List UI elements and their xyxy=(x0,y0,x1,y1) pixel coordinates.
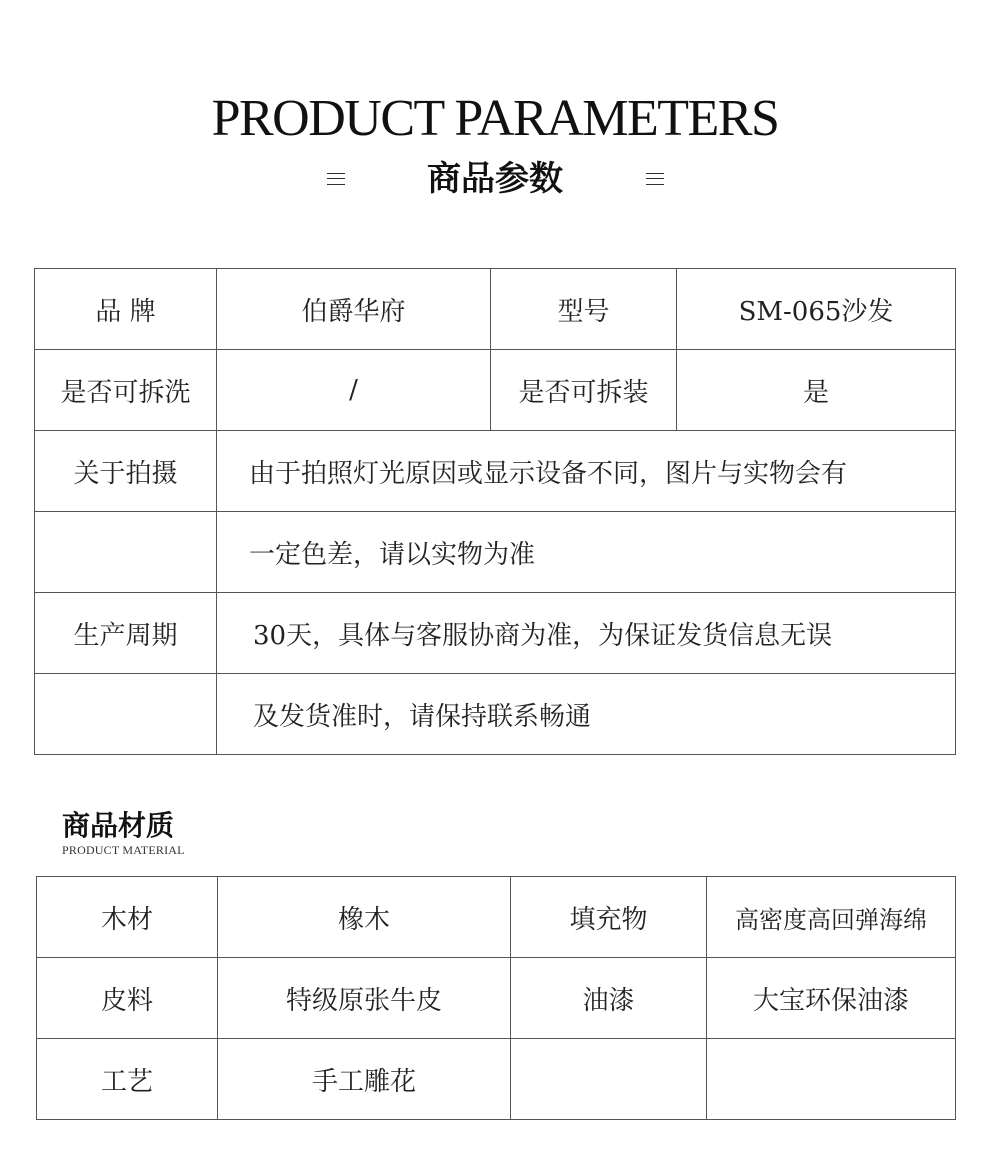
table-row xyxy=(35,674,956,755)
materials-table xyxy=(36,876,956,1120)
empty-cell xyxy=(35,674,217,755)
table-row xyxy=(35,431,956,512)
table-row xyxy=(37,1039,956,1120)
title-decoration-right xyxy=(646,173,664,185)
page-title-cn: 商品参数 xyxy=(427,159,563,199)
brand-value: 伯爵华府 xyxy=(217,269,491,350)
wood-label: 木材 xyxy=(37,877,218,958)
photo-note-line1: 由于拍照灯光原因或显示设备不同，图片与实物会有 xyxy=(217,431,956,512)
parameters-table xyxy=(34,268,956,755)
detachable-value: 是 xyxy=(677,350,956,431)
leather-value: 特级原张牛皮 xyxy=(218,958,511,1039)
empty-cell xyxy=(707,1039,956,1120)
page-title-en: PRODUCT PARAMETERS xyxy=(211,90,779,147)
table-row xyxy=(35,350,956,431)
craft-label: 工艺 xyxy=(37,1039,218,1120)
cycle-label: 生产周期 xyxy=(35,593,217,674)
paint-label: 油漆 xyxy=(511,958,707,1039)
model-value: SM-065沙发 xyxy=(677,269,956,350)
detachable-label: 是否可拆装 xyxy=(491,350,677,431)
cycle-note-line1: 30天，具体与客服协商为准，为保证发货信息无误 xyxy=(217,593,956,674)
washable-value: / xyxy=(217,350,491,431)
table-row xyxy=(37,958,956,1039)
table-row xyxy=(35,269,956,350)
model-label: 型号 xyxy=(491,269,677,350)
table-row xyxy=(35,593,956,674)
wood-value: 橡木 xyxy=(218,877,511,958)
material-section-subtitle: PRODUCT MATERIAL xyxy=(62,843,185,857)
leather-label: 皮料 xyxy=(37,958,218,1039)
photo-note-line2: 一定色差，请以实物为准 xyxy=(217,512,956,593)
washable-label: 是否可拆洗 xyxy=(35,350,217,431)
brand-label: 品 牌 xyxy=(35,269,217,350)
photo-label: 关于拍摄 xyxy=(35,431,217,512)
paint-value: 大宝环保油漆 xyxy=(707,958,956,1039)
material-section-title: 商品材质 xyxy=(62,809,175,842)
table-row xyxy=(37,877,956,958)
empty-cell xyxy=(511,1039,707,1120)
table-row xyxy=(35,512,956,593)
empty-cell xyxy=(35,512,217,593)
filling-label: 填充物 xyxy=(511,877,707,958)
filling-value: 高密度高回弹海绵 xyxy=(707,877,956,958)
cycle-note-line2: 及发货准时，请保持联系畅通 xyxy=(217,674,956,755)
craft-value: 手工雕花 xyxy=(218,1039,511,1120)
